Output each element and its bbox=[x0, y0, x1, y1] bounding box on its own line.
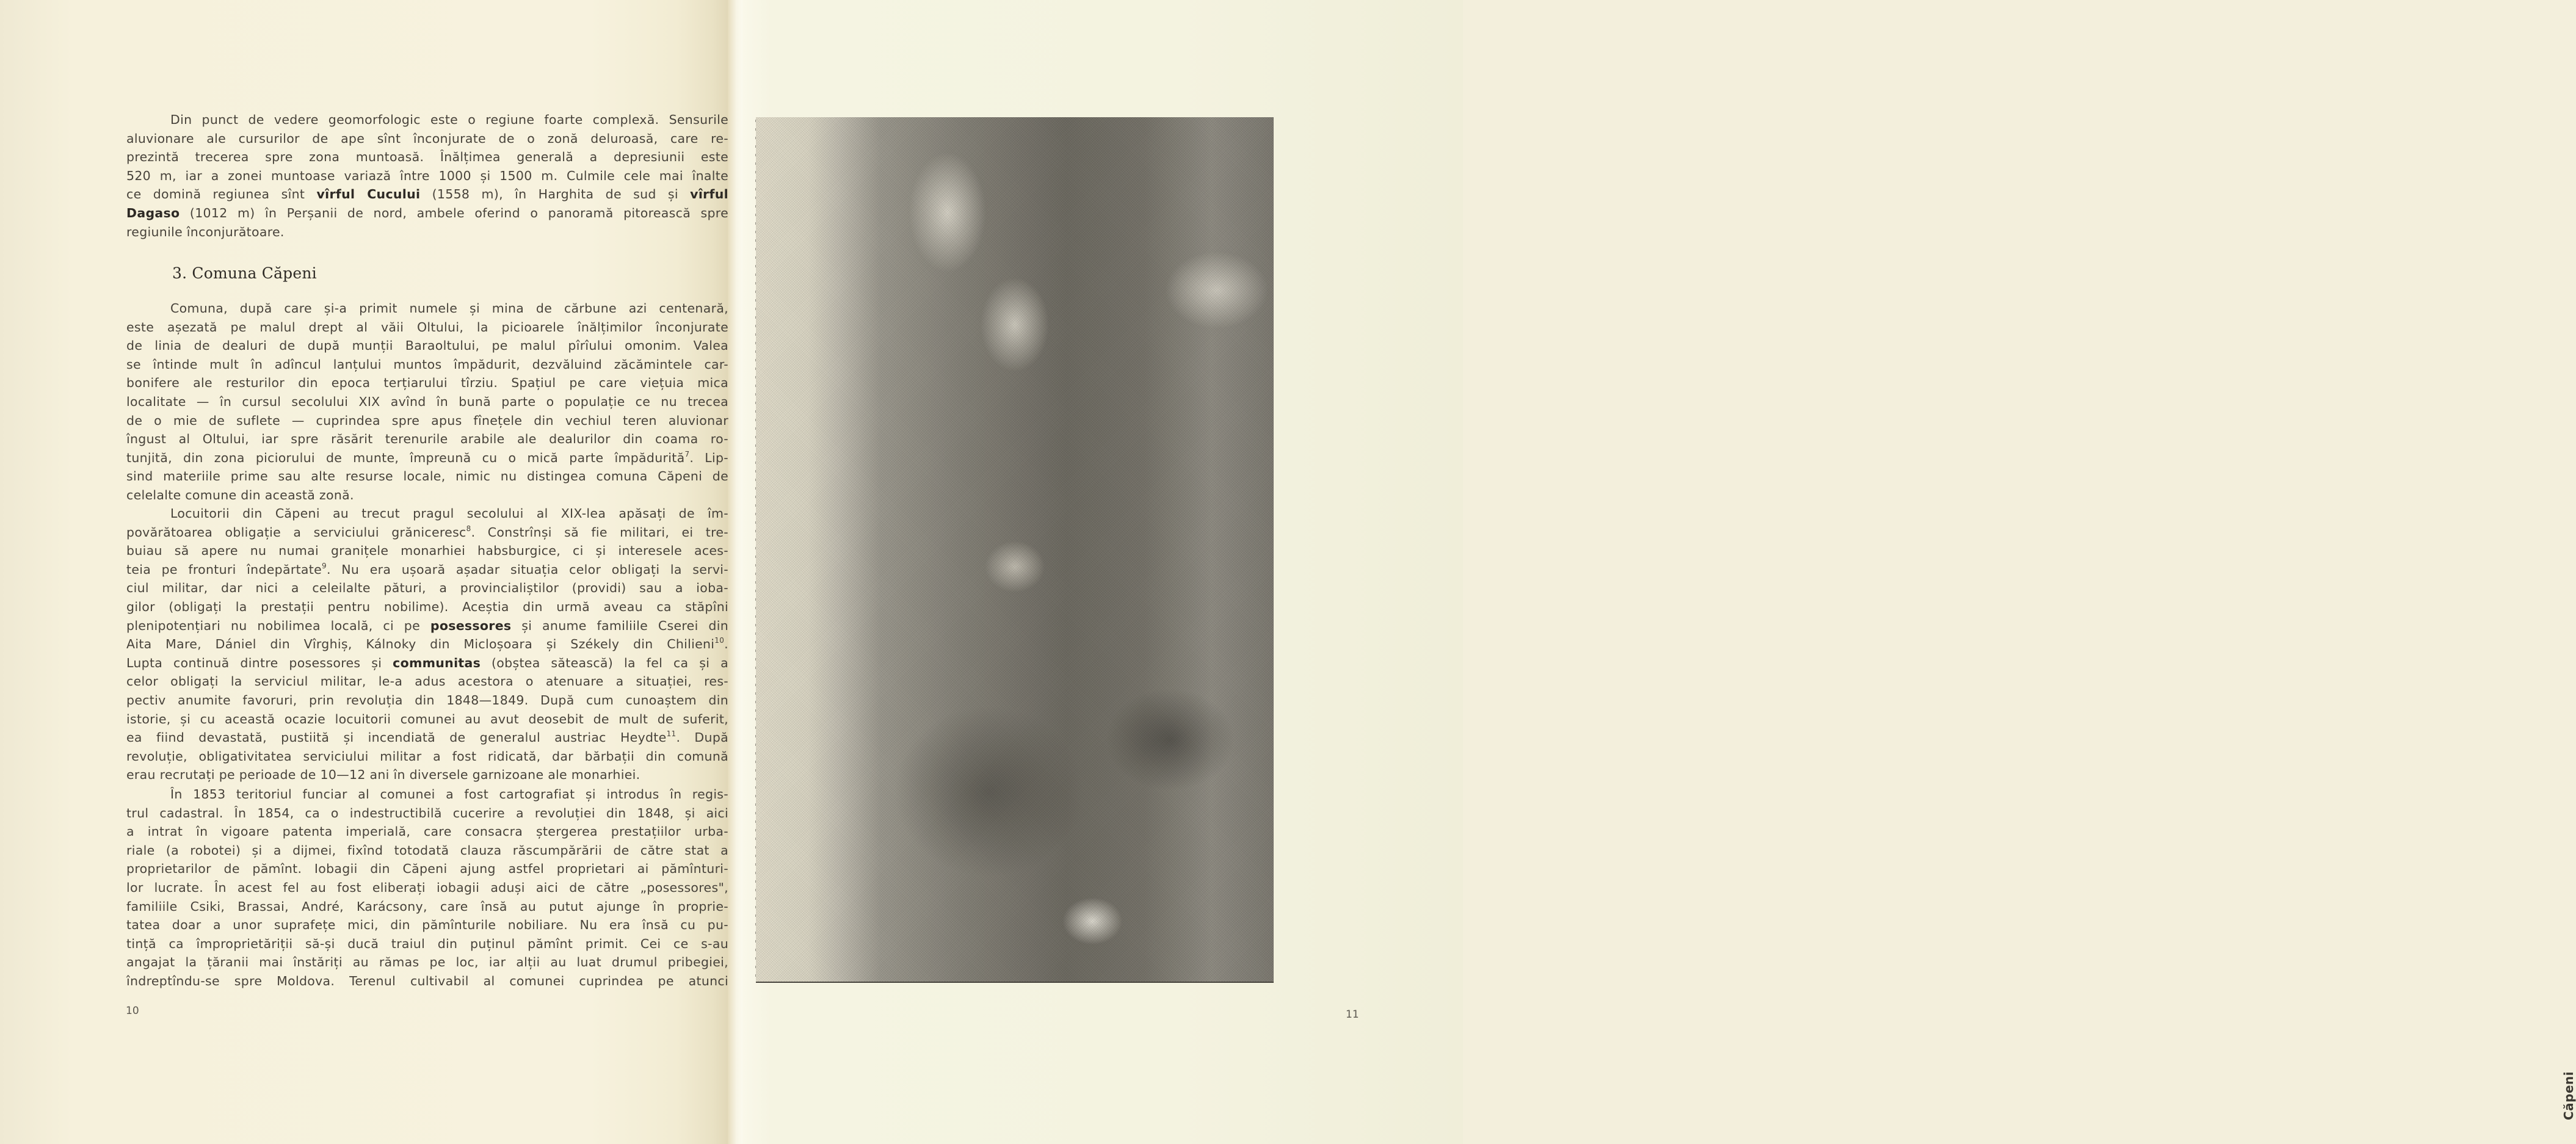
text-line: a intrat în vigoare patenta imperială, care consacra ștergerea prestațiilor urba- bbox=[126, 824, 728, 839]
page-number-right: 11 bbox=[1346, 1008, 1359, 1021]
text-line bbox=[126, 617, 728, 635]
text-line bbox=[126, 204, 728, 223]
text-line: se întinde mult în adîncul lanțului muntos împădurit, dezvăluind zăcămintele car- bbox=[126, 357, 728, 372]
text-run: . Lip- bbox=[689, 450, 729, 465]
text-line: Din punct de vedere geomorfologic este o regiune foarte complexă. Sensurile bbox=[170, 112, 728, 127]
text-line: bonifere ale resturilor din epoca terțiarului tîrziu. Spațiul pe care viețuia mica bbox=[126, 375, 728, 391]
text-run: Aita Mare, Dániel din Vîrghiș, Kálnoky din Micloșoara și Székely din Chilieni bbox=[126, 637, 715, 652]
text-line bbox=[126, 560, 728, 579]
text-line: regiunile înconjurătoare. bbox=[126, 224, 285, 239]
text-line: pectiv anumite favoruri, prin revoluția din 1848—1849. După cum cunoaștem din bbox=[126, 692, 728, 708]
text-run: ea fiind devastată, pustiită și incendiată de generalul austriac Heydte bbox=[126, 730, 667, 745]
text-line: angajat la țăranii mai înstăriți au rămas pe loc, iar alții au luat drumul pribegiei, bbox=[126, 955, 728, 970]
text-line: proprietarilor de pămînt. Iobagii din Căpeni ajung astfel proprietari ai pămînturi- bbox=[126, 861, 728, 877]
bold-term: vîrful Cucului bbox=[316, 187, 421, 202]
text-line: riale (a robotei) și a dijmei, fixînd totodată clauza răscumpărării de către stat a bbox=[126, 842, 728, 858]
text-line: Locuitorii din Căpeni au trecut pragul secolului al XIX-lea apăsați de îm- bbox=[170, 506, 728, 521]
bold-term: posessores bbox=[430, 618, 512, 633]
text-line: trul cadastral. În 1854, ca o indestructibilă cucerire a revoluției din 1848, și aici bbox=[126, 805, 728, 820]
footnote-ref[interactable]: 8 bbox=[466, 524, 471, 533]
text-line: erau recrutați pe perioade de 10—12 ani în diversele garnizoane ale monarhiei. bbox=[126, 767, 640, 783]
text-line: localitate — în cursul secolului XIX avînd în bună parte o populație ce nu trecea bbox=[126, 394, 728, 409]
bold-term: communitas bbox=[393, 655, 481, 670]
text-run: teia pe fronturi îndepărtate bbox=[126, 562, 322, 577]
text-line bbox=[126, 728, 728, 747]
text-line: În 1853 teritoriul funciar al comunei a fost cartografiat și introdus în regis- bbox=[170, 787, 728, 802]
text-run: . Constrînși să fie militari, ei tre- bbox=[471, 524, 729, 540]
text-line: este așezată pe malul drept al văii Oltului, la picioarele înălțimilor înconjurate bbox=[126, 319, 728, 335]
text-line: buiau să apere nu numai granițele monarhiei habsburgice, ci și interesele aces- bbox=[126, 543, 728, 559]
footnote-ref[interactable]: 7 bbox=[684, 449, 690, 458]
page-number-left: 10 bbox=[126, 1005, 139, 1017]
text-line: tință ca împroprietăriții să-și ducă traiul din puținul pămînt primit. Cei ce s-au bbox=[126, 936, 728, 951]
text-line bbox=[126, 449, 728, 468]
photo-caption: Căpeni bbox=[2561, 1071, 2576, 1120]
paragraph-inhabitants bbox=[126, 504, 728, 784]
text-line: de o mie de suflete — cuprindea spre apus fînețele din vechiul teren aluvionar bbox=[126, 413, 728, 428]
paragraph-cadastre bbox=[126, 785, 728, 991]
paragraph-commune bbox=[126, 299, 728, 505]
text-run: . Nu era ușoară așadar situația celor obligați la servi- bbox=[326, 562, 728, 577]
text-run: și anume familiile Cserei din bbox=[511, 618, 728, 633]
text-run: (obștea sătească) la fel ca și a bbox=[481, 655, 728, 670]
footnote-ref[interactable]: 9 bbox=[322, 561, 327, 570]
text-line: sind materiile prime sau alte resurse locale, nimic nu distingea comuna Căpeni de bbox=[126, 469, 728, 484]
text-run: Lupta continuă dintre posessores și bbox=[126, 655, 393, 670]
intro-paragraph bbox=[126, 110, 728, 241]
text-line: Comuna, după care și-a primit numele și mina de cărbune azi centenară, bbox=[170, 301, 728, 316]
text-run: . După bbox=[676, 730, 728, 745]
text-line: îngust al Oltului, iar spre răsărit terenurile arabile ale dealurilor din coama ro- bbox=[126, 432, 728, 447]
text-line: de linia de dealuri de după munții Baraoltului, pe malul pîrîului omonim. Valea bbox=[126, 338, 728, 353]
text-line: celelalte comune din această zonă. bbox=[126, 487, 354, 502]
text-run: (1012 m) în Perșanii de nord, ambele oferind o panoramă pitorească spre bbox=[180, 205, 728, 220]
text-run: povărătoarea obligație a serviciului grăniceresc bbox=[126, 524, 466, 540]
text-line bbox=[126, 185, 728, 204]
text-line: aluvionare ale cursurilor de ape sînt înconjurate de o zonă deluroasă, care re- bbox=[126, 131, 728, 146]
text-line: prezintă trecerea spre zona muntoasă. Înălțimea generală a depresiunii este bbox=[126, 150, 728, 165]
text-line: gilor (obligați la prestații pentru nobilime). Aceștia din urmă aveau ca stăpîni bbox=[126, 599, 728, 614]
text-line bbox=[126, 654, 728, 673]
footnote-ref[interactable]: 11 bbox=[666, 729, 677, 739]
text-run: ce domină regiunea sînt bbox=[126, 187, 317, 202]
text-run: tunjită, din zona piciorului de munte, împreună cu o mică parte împădurită bbox=[126, 450, 685, 465]
bold-term: Dagaso bbox=[126, 205, 180, 220]
text-line: revoluție, obligativitatea serviciului militar a fost ridicată, dar bărbații din comună bbox=[126, 748, 728, 764]
book-gutter bbox=[728, 0, 742, 1144]
text-line: lor lucrate. În acest fel au fost eliberați iobagii aduși aici de către „posessores", bbox=[126, 880, 728, 895]
text-line: familiile Csiki, Brassai, André, Karácsony, care însă au putut ajunge în proprie- bbox=[126, 899, 728, 914]
text-line: istorie, și cu această ocazie locuitorii comunei au avut deosebit de mult de suferit, bbox=[126, 711, 728, 726]
text-line: ciul militar, dar nici a celeilalte pături, a provincialiștilor (providi) sau a ioba- bbox=[126, 581, 728, 596]
text-run: plenipotențiari nu nobilimea locală, ci pe bbox=[126, 618, 430, 633]
text-line: 520 m, iar a zonei muntoase variază între 1000 și 1500 m. Culmile cele mai înalte bbox=[126, 168, 728, 183]
village-photograph bbox=[756, 117, 1274, 983]
bold-term: vîrful bbox=[690, 187, 728, 202]
text-run: . bbox=[724, 637, 728, 652]
text-line: îndreptîndu-se spre Moldova. Terenul cultivabil al comunei cuprindea pe atunci bbox=[126, 973, 728, 988]
text-run: (1558 m), în Harghita de sud și bbox=[420, 187, 691, 202]
text-line: celor obligați la serviciul militar, le-a adus acestora o atenuare a situației, res- bbox=[126, 674, 728, 689]
text-line bbox=[126, 635, 728, 654]
footnote-ref[interactable]: 10 bbox=[714, 636, 725, 645]
section-title: 3. Comuna Căpeni bbox=[172, 264, 317, 282]
text-line: tatea doar a unor suprafețe mici, din pămînturile nobiliare. Nu era însă cu pu- bbox=[126, 918, 728, 933]
text-line bbox=[126, 523, 728, 542]
